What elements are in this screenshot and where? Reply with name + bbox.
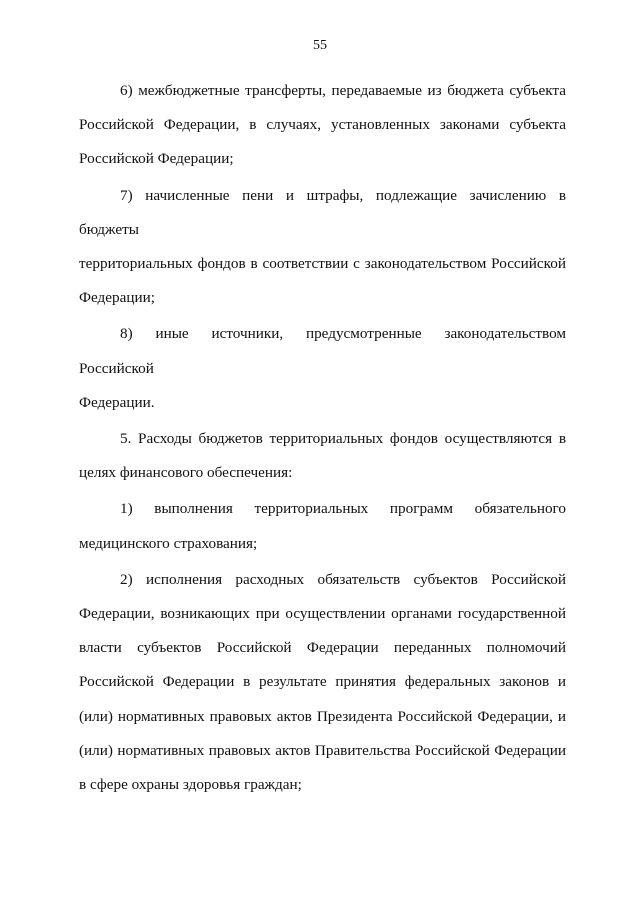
- page-number: 55: [313, 38, 327, 53]
- text-line: власти субъектов Российской Федерации переданных полномочий: [79, 639, 566, 657]
- text-line: Российской Федерации, в случаях, установленных законами субъекта: [79, 116, 566, 134]
- text-line: 5. Расходы бюджетов территориальных фондов осуществляются в: [120, 430, 566, 448]
- text-line: Федерации.: [79, 393, 155, 411]
- paragraph-item-8: [79, 317, 566, 420]
- text-line: в сфере охраны здоровья граждан;: [79, 776, 302, 794]
- text-line: (или) нормативных правовых актов Президента Российской Федерации, и: [79, 707, 566, 725]
- paragraph-subitem-1: [79, 492, 566, 560]
- paragraph-item-7: [79, 179, 566, 316]
- text-line: (или) нормативных правовых актов Правительства Российской Федерации: [79, 741, 566, 759]
- text-line: территориальных фондов в соответствии с законодательством Российской: [79, 255, 566, 273]
- text-line: Федерации;: [79, 289, 155, 307]
- text-line: Российской Федерации в результате принятия федеральных законов и: [79, 673, 566, 691]
- text-line: медицинского страхования;: [79, 534, 258, 552]
- text-line: целях финансового обеспечения:: [79, 464, 293, 482]
- text-line: 6) межбюджетные трансферты, передаваемые из бюджета субъекта: [120, 82, 566, 99]
- paragraph-section-5: [79, 422, 566, 490]
- text-line: Российской Федерации;: [79, 150, 234, 168]
- paragraph-subitem-2: [79, 563, 566, 802]
- text-line: 1) выполнения территориальных программ обязательного: [120, 500, 566, 518]
- paragraph-item-6: [79, 74, 566, 177]
- text-line: 2) исполнения расходных обязательств субъектов Российской: [120, 570, 566, 588]
- document-body: [79, 74, 566, 804]
- text-line: Федерации, возникающих при осуществлении органами государственной: [79, 605, 566, 623]
- text-line: 8) иные источники, предусмотренные законодательством Российской: [79, 325, 566, 377]
- text-line: 7) начисленные пени и штрафы, подлежащие зачислению в бюджеты: [79, 186, 566, 238]
